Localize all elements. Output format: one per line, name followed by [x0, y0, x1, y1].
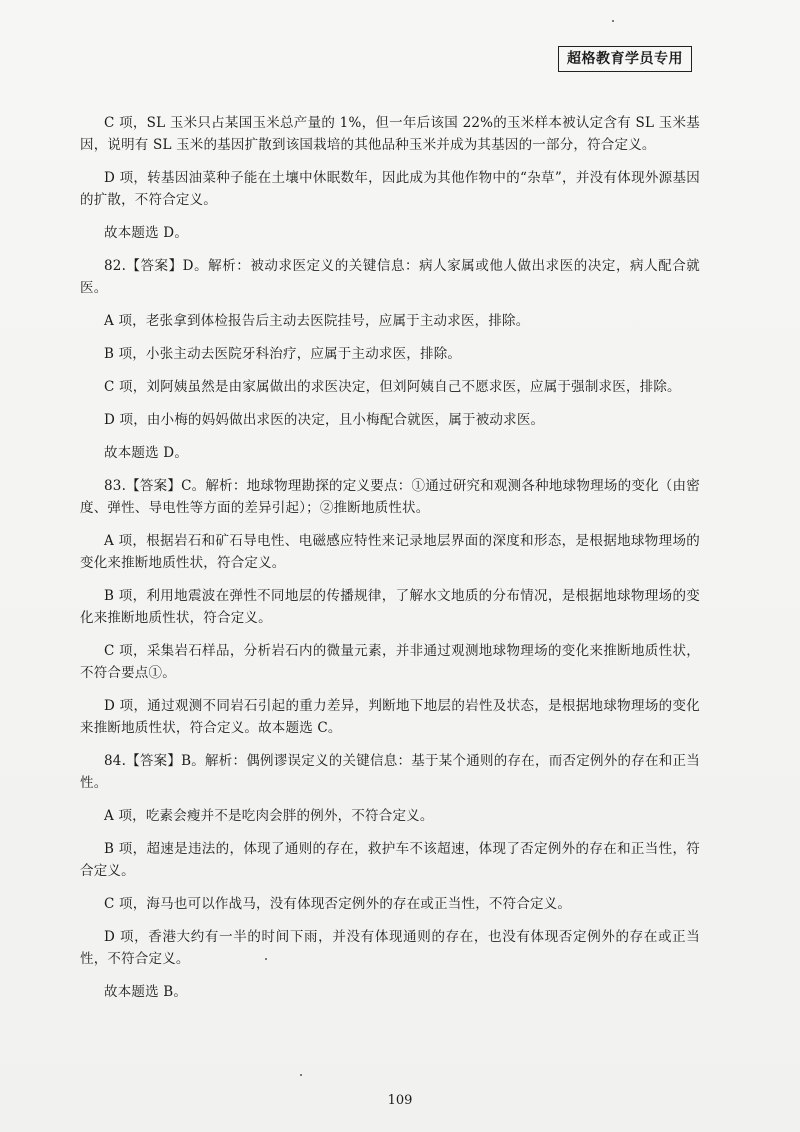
scan-speck [265, 958, 267, 960]
paragraph: D 项，由小梅的妈妈做出求医的决定，且小梅配合就医，属于被动求医。 [104, 412, 545, 428]
paragraph: D 项，转基因油菜种子能在土壤中休眠数年，因此成为其他作物中的“杂草”，并没有体现外源基因的扩散，不符合定义。 [80, 170, 700, 208]
paragraph: 故本题选 D。 [104, 445, 189, 461]
paragraph: D 项，香港大约有一半的时间下雨，并没有体现通则的存在，也没有体现否定例外的存在或正当性，不符合定义。 [80, 929, 700, 967]
paragraph: D 项，通过观测不同岩石引起的重力差异，判断地下地层的岩性及状态，是根据地球物理场的变化来推断地质性状，符合定义。故本题选 C。 [80, 698, 700, 736]
paragraph: B 项，超速是违法的，体现了通则的存在，救护车不该超速，体现了否定例外的存在和正当性，符合定义。 [80, 841, 700, 879]
paragraph: 故本题选 D。 [104, 225, 189, 241]
question-answer-82: 82.【答案】D。解析：被动求医定义的关键信息：病人家属或他人做出求医的决定，病人配合就医。 [80, 258, 700, 296]
header-badge: 超格教育学员专用 [558, 46, 692, 72]
paragraph: C 项，SL 玉米只占某国玉米总产量的 1%，但一年后该国 22%的玉米样本被认定含有 SL 玉米基因，说明有 SL 玉米的基因扩散到该国栽培的其他品种玉米并成为其基因的一部分，符合定义。 [80, 115, 700, 153]
paragraph: B 项，利用地震波在弹性不同地层的传播规律，了解水文地质的分布情况，是根据地球物理场的变化来推断地质性状，符合定义。 [80, 588, 700, 626]
paragraph: C 项，海马也可以作战马，没有体现否定例外的存在或正当性，不符合定义。 [104, 896, 572, 912]
paragraph: A 项，吃素会瘦并不是吃肉会胖的例外，不符合定义。 [104, 808, 434, 824]
paragraph: A 项，根据岩石和矿石导电性、电磁感应特性来记录地层界面的深度和形态，是根据地球物理场的变化来推断地质性状，符合定义。 [80, 533, 700, 571]
paragraph: 故本题选 B。 [104, 984, 188, 1000]
paragraph: C 项，采集岩石样品，分析岩石内的微量元素，并非通过观测地球物理场的变化来推断地质性状，不符合要点①。 [80, 643, 700, 681]
question-answer-84: 84.【答案】B。解析：偶例谬误定义的关键信息：基于某个通则的存在，而否定例外的存在和正当性。 [80, 753, 700, 791]
answer-content [80, 112, 700, 1014]
paragraph: B 项，小张主动去医院牙科治疗，应属于主动求医，排除。 [104, 346, 462, 362]
paragraph: A 项，老张拿到体检报告后主动去医院挂号，应属于主动求医，排除。 [104, 313, 530, 329]
paragraph: C 项，刘阿姨虽然是由家属做出的求医决定，但刘阿姨自己不愿求医，应属于强制求医，排除。 [104, 379, 681, 395]
question-answer-83: 83.【答案】C。解析：地球物理勘探的定义要点：①通过研究和观测各种地球物理场的变化（由密度、弹性、导电性等方面的差异引起）；②推断地质性状。 [80, 478, 700, 516]
scan-speck [612, 20, 614, 22]
page-number: 109 [387, 1093, 413, 1108]
scan-speck [300, 1074, 302, 1076]
